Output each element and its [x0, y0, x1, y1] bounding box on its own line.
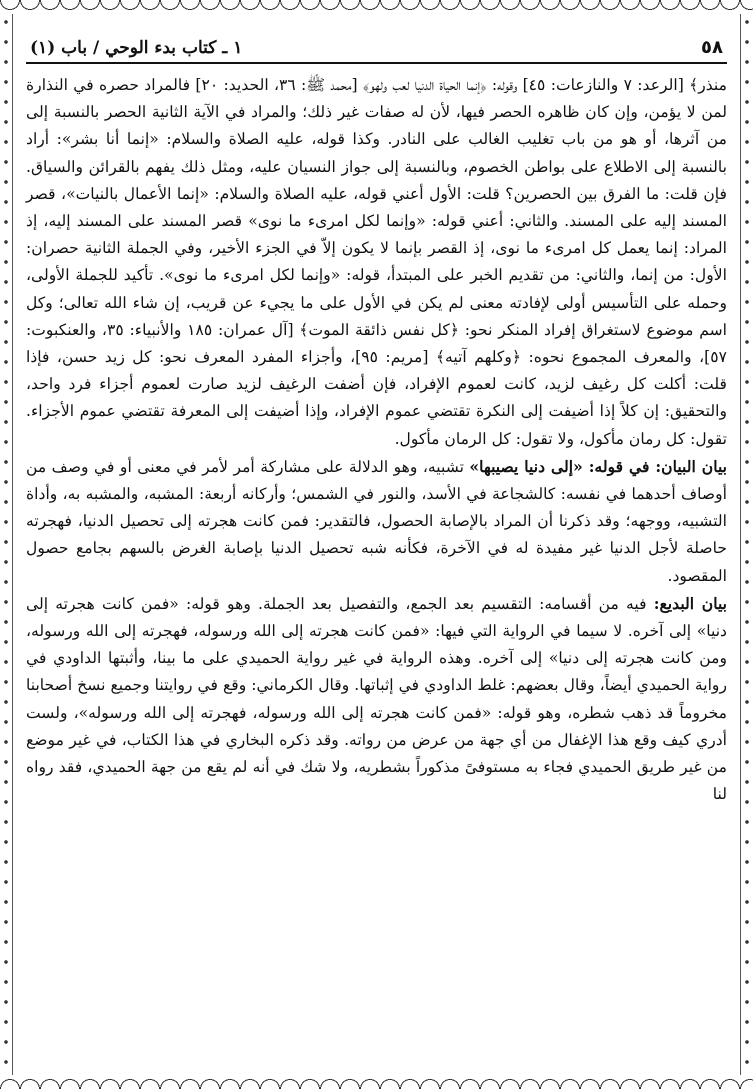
badi-section	[26, 590, 727, 809]
page-number: ٥٨	[701, 37, 723, 58]
page-body	[26, 72, 727, 808]
bayan-heading: بيان البيان: في قوله: «إلى دنيا يصيبها»	[469, 456, 727, 476]
book-page	[26, 34, 727, 1065]
chapter-title: ١ ـ كتاب بدء الوحي / باب (١)	[30, 38, 243, 58]
running-header	[26, 34, 727, 64]
right-ornamental-border	[740, 14, 753, 1075]
bayan-text: تشبيه، وهو الدلالة على مشاركة أمر لأمر في معنى أو في وصف من أوصاف أحدهما في نفسه: كالشجاعة في الأسد، والنور في الشمس؛ وأركانه أربعة: المشبه، والمشبه به، وأداة التشبيه، ووجهه؛ وقد ذكرنا أن المراد بالإصابة الحصول، فالتقدير: فمن كانت هجرته إلى تحصيل الدنيا، فهجرته حاصلة لأجل الدنيا غير مفيدة له في الآخرة، فكأنه شبه تحصيل الدنيا بإصابة الغرض بالسهم بجامع حصول المقصود.	[26, 457, 727, 585]
badi-heading: بيان البديع:	[653, 593, 727, 613]
badi-text: فيه من أقسامه: التقسيم بعد الجمع، والتفصيل بعد الجملة. وهو قوله: «فمن كانت هجرته إلى دنيا» إلى آخره. لا سيما في الرواية التي فيها: «فمن كانت هجرته إلى الله ورسوله، فهجرته إلى الله ورسوله، ومن كانت هجرته إلى دنيا» إلى آخره. وهذه الرواية في غير رواية الحميدي على ما بينا، وأثبتها الداودي في رواية الحميدي أيضاً، وقال بعضهم: غلط الداودي في إثباتها. وقال الكرماني: وقع في روايتنا وجميع نسخ أصحابنا مخروماً قد ذهب شطره، وهو قوله: «فمن كانت هجرته إلى الله ورسوله، فهجرته إلى الله ورسوله»، ولست أدري كيف وقع هذا الإغفال من أي جهة من عرض من رواته. وقد ذكره البخاري في هذا الكتاب، في غير موضع من غير طريق الحميدي فجاء به مستوفىً مذكوراً بشطريه، ولا شك في أنه لم يقع من جهة الحميدي، فقد رواه لنا	[26, 594, 727, 804]
left-ornamental-border	[0, 14, 13, 1075]
top-ornamental-border	[0, 0, 753, 14]
bayan-section	[26, 453, 727, 590]
commentary-paragraph: منذر﴾ [الرعد: ٧ والنازعات: ٤٥] وقوله: ﴿إنما الحياة الدنيا لعب ولهو﴾ [محمد ﷺ: ٣٦، الحديد: ٢٠] فالمراد حصره في النذارة لمن لا يؤمن، وإن كان ظاهره الحصر فيها، لأن له صفات غير ذلك؛ والمراد في الآية الثانية الحصر بالنسبة إلى من آثرها، أو هو من باب تغليب الغالب على النادر. وكذا قوله، عليه الصلاة والسلام: «إنما أنا بشر»: أراد بالنسبة إلى الاطلاع على بواطن الخصوم، وبالنسبة إلى جواز النسيان عليه، ومثل ذلك يفهم بالقرائن والسياق. فإن قلت: ما الفرق بين الحصرين؟ قلت: الأول أعني قوله، عليه الصلاة والسلام: «إنما الأعمال بالنيات»، قصر المسند إليه على المسند. والثاني: أعني قوله: «وإنما لكل امرىء ما نوى» قصر المسند على المسند إليه، إذ المراد: إنما يعمل كل امرىء ما نوى، إذ القصر بإنما لا يكون إلاّ في الجزء الأخير، وفي الجملة الثانية حصران: الأول: من إنما، والثاني: من تقديم الخبر على المبتدأ، قوله: «وإنما لكل امرىء ما نوى». تأكيد للجملة الأولى، وحمله على التأسيس أولى لإفادته معنى لم يكن في الأول على ما يجيء عن قريب، إن شاء الله تعالى؛ وكل اسم موضوع لاستغراق إفراد المنكر نحو: ﴿كل نفس ذائقة الموت﴾ [آل عمران: ١٨٥ والأنبياء: ٣٥، والعنكبوت: ٥٧]، والمعرف المجموع نحوه: ﴿وكلهم آتيه﴾ [مريم: ٩٥]، وأجزاء المفرد المعرف نحو: كل زيد حسن، فإذا قلت: أكلت كل رغيف لزيد، كانت لعموم الإفراد، فإن أضفت الرغيف لزيد صارت لعموم أجزاء فرد واحد، والتحقيق: إن كلاً إذا أضيفت إلى النكرة تقتضي عموم الإفراد، وإذا أضيفت إلى المعرفة تقتضي عموم الأجزاء. تقول: كل رمان مأكول، ولا تقول: كل الرمان مأكول.	[26, 76, 728, 448]
bottom-ornamental-border	[0, 1075, 753, 1089]
